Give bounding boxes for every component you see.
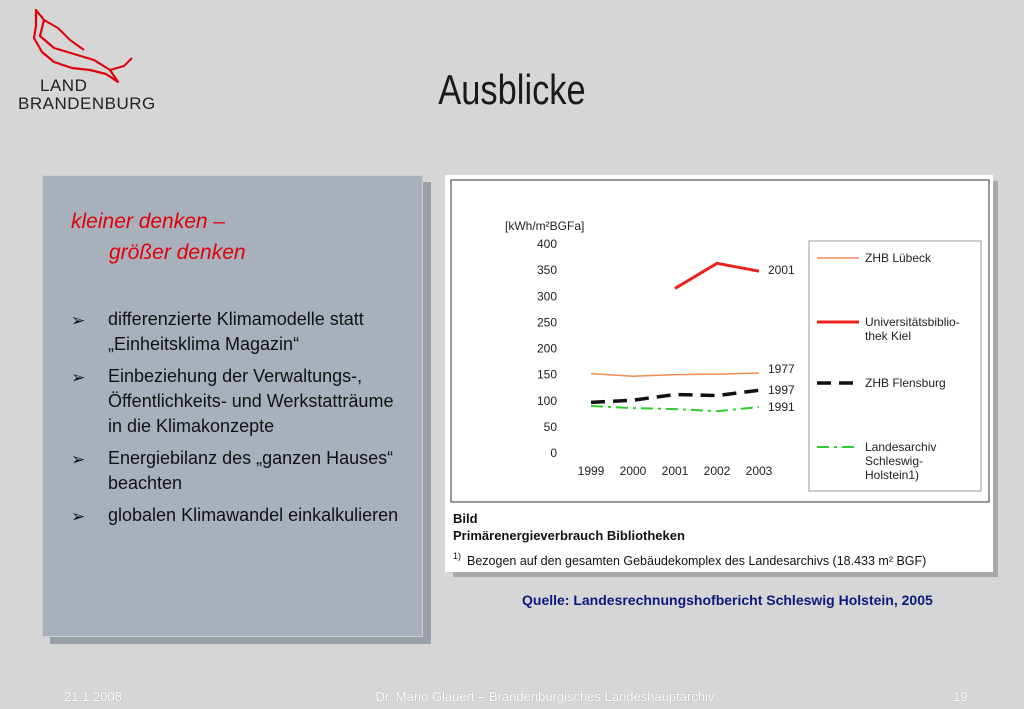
series-line [591, 406, 759, 411]
series-end-label: 1991 [768, 400, 795, 414]
bullet-text: differenzierte Klimamodelle statt „Einheitsklima Magazin“ [108, 309, 364, 354]
footnote-marker: 1) [453, 551, 462, 561]
legend-entry: ZHB Flensburg [865, 376, 946, 390]
figure-footnote [453, 551, 926, 568]
legend-entry: Landesarchiv [865, 440, 937, 454]
arrow-bullet-icon: ➢ [71, 507, 86, 526]
y-tick-label: 300 [536, 289, 557, 304]
bullet-text: Einbeziehung der Verwaltungs-, Öffentlichkeits- und Werkstatträume in die Klimakonzepte [108, 366, 394, 436]
y-tick-label: 350 [536, 263, 557, 278]
list-item [71, 446, 401, 496]
x-tick-label: 2000 [619, 464, 647, 478]
figure-caption-label: Bild [453, 511, 478, 526]
legend-entry: Universitätsbiblio- [865, 315, 960, 329]
panel-heading-line1: kleiner denken – [71, 210, 226, 233]
y-tick-label: 0 [550, 446, 557, 460]
legend-entry: ZHB Lübeck [865, 251, 932, 265]
arrow-bullet-icon: ➢ [71, 368, 86, 387]
source-citation: Quelle: Landesrechnungshofbericht Schleswig Holstein, 2005 [522, 592, 933, 608]
bullet-text: globalen Klimawandel einkalkulieren [108, 505, 399, 525]
y-tick-label: 50 [543, 419, 557, 434]
footer-page-number: 19 [953, 689, 968, 704]
legend-entry: thek Kiel [865, 329, 912, 343]
legend-entry: Schleswig- [865, 454, 924, 468]
y-axis-label: [kWh/m²BGFa] [505, 219, 585, 233]
panel-heading-line2: größer denken [109, 241, 246, 264]
logo-text-land: LAND [40, 76, 88, 95]
y-tick-label: 200 [536, 341, 557, 356]
line-chart [445, 175, 993, 510]
logo-text-brandenburg: BRANDENBURG [18, 94, 156, 113]
x-tick-label: 1999 [577, 464, 605, 478]
y-tick-label: 250 [536, 315, 557, 330]
y-tick-label: 150 [536, 367, 557, 382]
series-end-label: 1997 [768, 383, 795, 397]
series-end-label: 1977 [768, 362, 795, 376]
bullet-list [71, 307, 401, 535]
series-line [591, 390, 759, 402]
y-tick-label: 100 [536, 393, 557, 408]
series-line [591, 373, 759, 376]
figure-caption-title: Primärenergieverbrauch Bibliotheken [453, 528, 685, 543]
figure-panel [445, 175, 993, 572]
series-line [675, 263, 759, 288]
legend-entry: Holstein1) [865, 468, 920, 482]
slide-title: Ausblicke [438, 66, 586, 113]
bullet-text: Energiebilanz des „ganzen Hauses“ beachten [108, 448, 394, 493]
list-item [71, 503, 401, 528]
y-tick-label: 400 [536, 237, 557, 251]
list-item [71, 364, 401, 439]
footer-date: 21.1.2008 [64, 689, 122, 704]
text-panel [42, 175, 423, 637]
x-tick-label: 2001 [661, 464, 689, 478]
footer-author: Dr. Mario Glauert – Brandenburgisches Landeshauptarchiv [375, 689, 715, 704]
series-end-label: 2001 [768, 263, 795, 277]
footnote-text: Bezogen auf den gesamten Gebäudekomplex des Landesarchivs (18.433 m² BGF) [467, 554, 927, 568]
panel-heading [71, 206, 401, 268]
list-item [71, 307, 401, 357]
arrow-bullet-icon: ➢ [71, 450, 86, 469]
x-tick-label: 2002 [703, 464, 731, 478]
x-tick-label: 2003 [745, 464, 773, 478]
arrow-bullet-icon: ➢ [71, 311, 86, 330]
